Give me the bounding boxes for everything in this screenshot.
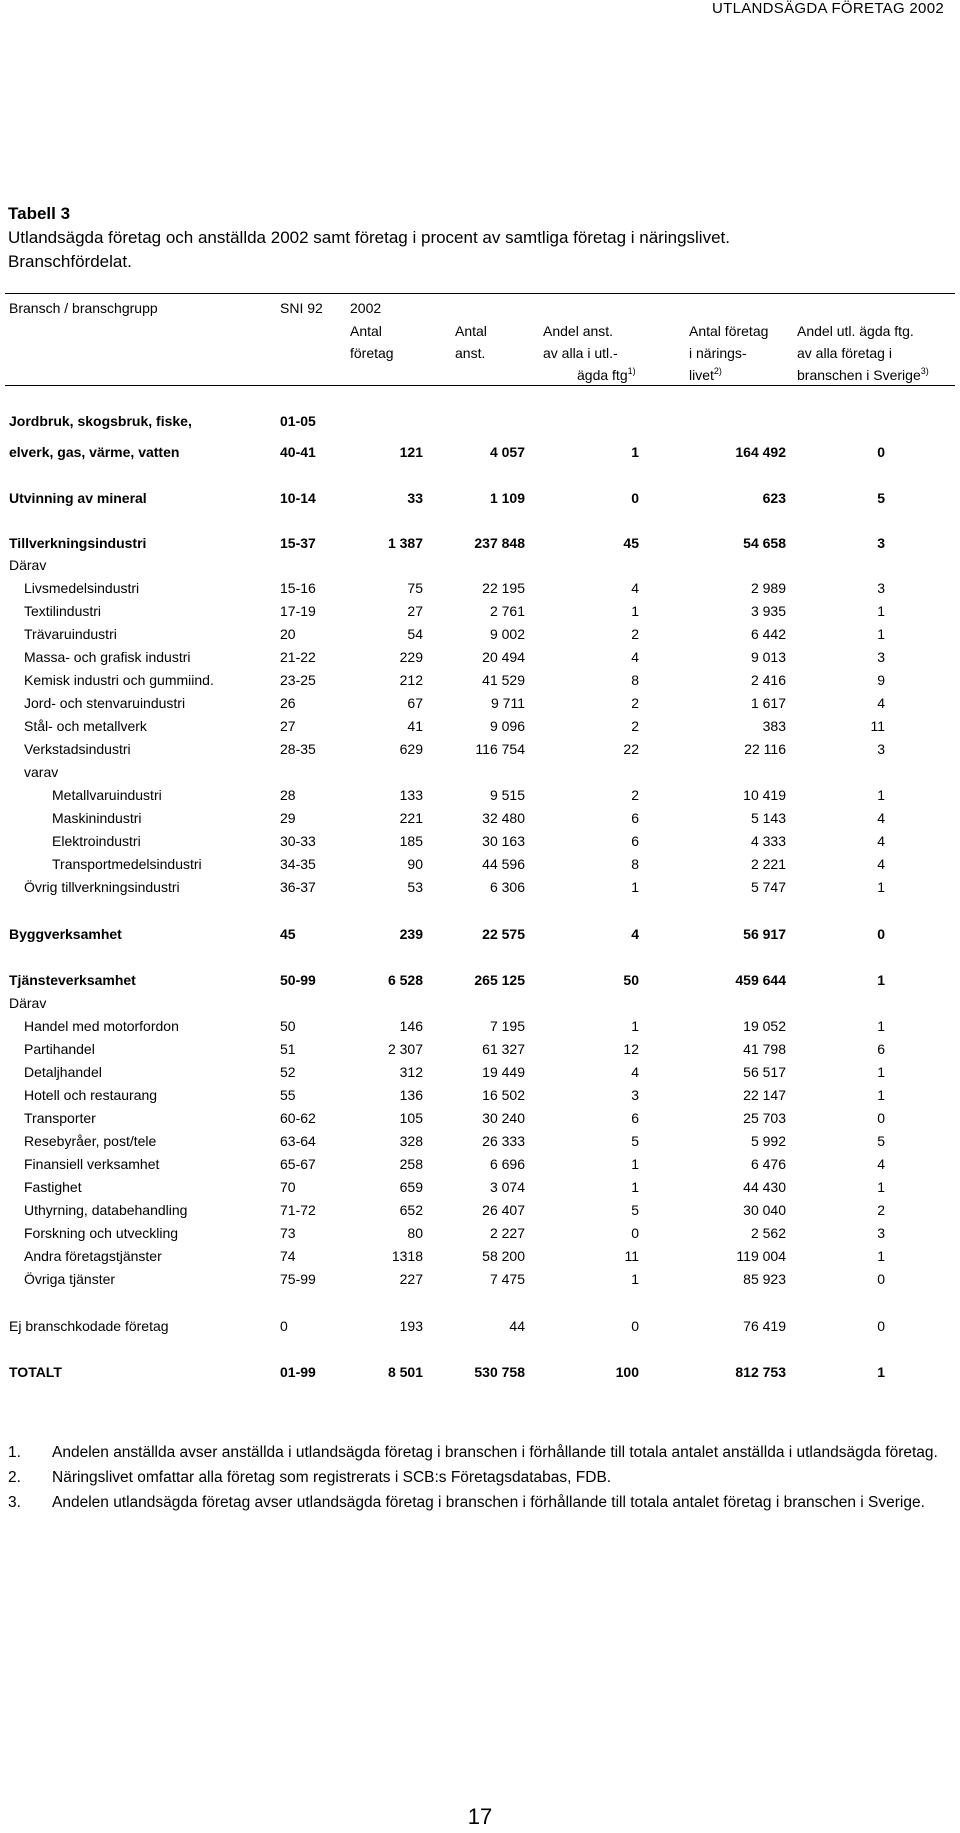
- footnotes: [8, 1442, 953, 1517]
- cell-andel-utl: 4: [877, 833, 885, 849]
- cell-andel-anst: 100: [615, 1364, 639, 1380]
- header-bottom-rule: [5, 385, 955, 386]
- header-andel-anst-3: ägda ftg$^{1)}$: [577, 366, 636, 383]
- cell-bransch: Fastighet: [24, 1179, 82, 1195]
- cell-antal-naringslivet: 623: [762, 490, 786, 506]
- cell-bransch: Transporter: [24, 1110, 96, 1126]
- header-antal-foretag-1: Antal: [350, 323, 382, 339]
- cell-bransch: Övriga tjänster: [24, 1271, 116, 1287]
- cell-andel-anst: 0: [631, 1318, 639, 1334]
- cell-andel-anst: 2: [631, 626, 639, 642]
- cell-andel-utl: 0: [877, 926, 885, 942]
- cell-andel-utl: 1: [877, 603, 885, 619]
- footnote-1: 1. Andelen anställda avser anställda i utlandsägda företag i branschen i förhållande till totala antalet anställda i utlandsägda företag.: [8, 1444, 938, 1461]
- cell-antal-anst: 2 227: [489, 1225, 525, 1241]
- cell-bransch: Ej branschkodade företag: [9, 1318, 169, 1334]
- cell-bransch: Uthyrning, databehandling: [24, 1202, 188, 1218]
- cell-antal-naringslivet: 5 747: [750, 879, 786, 895]
- cell-bransch: Massa- och grafisk industri: [24, 649, 191, 665]
- cell-andel-utl: 1: [877, 1087, 885, 1103]
- cell-antal-anst: 9 711: [491, 695, 525, 711]
- cell-andel-utl: 1: [877, 1018, 885, 1034]
- header-sni: SNI 92: [280, 300, 323, 316]
- cell-bransch: Textilindustri: [24, 603, 102, 619]
- cell-andel-utl: 1: [877, 1364, 885, 1380]
- cell-antal-naringslivet: 54 658: [743, 535, 786, 551]
- header-bransch: Bransch / branschgrupp: [9, 300, 158, 316]
- cell-antal-anst: 41 529: [482, 672, 525, 688]
- cell-antal-foretag: 54: [407, 626, 423, 642]
- cell-andel-anst: 12: [623, 1041, 639, 1057]
- cell-sni: 55: [280, 1087, 296, 1103]
- cell-sni: 63-64: [280, 1133, 316, 1149]
- cell-antal-anst: 237 848: [474, 535, 525, 551]
- footnote-ref-3: 3): [920, 366, 929, 376]
- cell-sni: 45: [280, 926, 296, 942]
- cell-antal-naringslivet: 76 419: [743, 1318, 786, 1334]
- cell-antal-naringslivet: 4 333: [750, 833, 786, 849]
- cell-antal-anst: 19 449: [482, 1064, 525, 1080]
- footnote-ref-1: 1): [627, 366, 636, 376]
- cell-sni: 40-41: [280, 444, 316, 460]
- cell-andel-utl: 1: [877, 626, 885, 642]
- cell-andel-anst: 6: [631, 810, 639, 826]
- cell-andel-anst: 2: [631, 718, 639, 734]
- cell-antal-foretag: 193: [399, 1318, 423, 1334]
- header-antal-nar-3: livet$^{2)}$: [689, 366, 722, 383]
- header-antal-nar-2: i närings-: [689, 345, 747, 361]
- cell-antal-naringslivet: 56 517: [743, 1064, 786, 1080]
- table-caption: [8, 202, 730, 274]
- cell-andel-utl: 0: [877, 1110, 885, 1126]
- cell-antal-naringslivet: 44 430: [743, 1179, 786, 1195]
- cell-antal-naringslivet: 119 004: [736, 1248, 786, 1264]
- cell-sni: 65-67: [280, 1156, 316, 1172]
- cell-andel-utl: 3: [877, 535, 885, 551]
- header-top-rule: [5, 293, 955, 294]
- cell-antal-naringslivet: 5 143: [750, 810, 786, 826]
- cell-bransch: Resebyråer, post/tele: [24, 1133, 157, 1149]
- cell-bransch: Handel med motorfordon: [24, 1018, 179, 1034]
- footnote-2: 2. Näringslivet omfattar alla företag som registrerats i SCB:s Företagsdatabas, FDB.: [8, 1469, 612, 1486]
- cell-sni: 21-22: [280, 649, 316, 665]
- cell-bransch: Forskning och utveckling: [24, 1225, 179, 1241]
- cell-antal-foretag: 75: [407, 580, 423, 596]
- cell-antal-anst: 4 057: [489, 444, 525, 460]
- header-antal-anst-2: anst.: [455, 345, 486, 361]
- cell-antal-naringslivet: 2 989: [750, 580, 786, 596]
- cell-andel-utl: 3: [877, 580, 885, 596]
- cell-antal-naringslivet: 10 419: [743, 787, 786, 803]
- cell-andel-utl: 0: [877, 1318, 885, 1334]
- cell-sni: 29: [280, 810, 296, 826]
- cell-antal-naringslivet: 812 753: [735, 1364, 786, 1380]
- cell-andel-utl: 1: [877, 972, 885, 988]
- cell-antal-naringslivet: 2 416: [750, 672, 786, 688]
- cell-andel-utl: 1: [877, 1248, 885, 1264]
- cell-bransch: Verkstadsindustri: [24, 741, 131, 757]
- cell-antal-anst: 6 306: [489, 879, 525, 895]
- cell-sni: 15-16: [280, 580, 316, 596]
- cell-bransch: Byggverksamhet: [9, 926, 122, 942]
- cell-sni: 60-62: [280, 1110, 316, 1126]
- cell-antal-foretag: 2 307: [387, 1041, 423, 1057]
- cell-andel-anst: 3: [631, 1087, 639, 1103]
- cell-bransch: Stål- och metallverk: [24, 718, 147, 734]
- cell-bransch: Övrig tillverkningsindustri: [24, 879, 180, 895]
- cell-antal-foretag: 227: [399, 1271, 423, 1287]
- cell-andel-anst: 8: [631, 856, 639, 872]
- cell-antal-anst: 116 754: [475, 741, 525, 757]
- cell-sni: 52: [280, 1064, 296, 1080]
- cell-sni: 23-25: [280, 672, 316, 688]
- page-number: 17: [467, 1804, 493, 1829]
- cell-andel-anst: 1: [631, 879, 639, 895]
- cell-andel-anst: 1: [631, 1271, 639, 1287]
- cell-bransch: Finansiell verksamhet: [24, 1156, 160, 1172]
- cell-andel-utl: 1: [877, 1064, 885, 1080]
- cell-bransch: TOTALT: [9, 1364, 62, 1380]
- cell-bransch: Trävaruindustri: [24, 626, 117, 642]
- cell-antal-naringslivet: 9 013: [750, 649, 786, 665]
- cell-antal-foretag: 80: [407, 1225, 423, 1241]
- cell-andel-anst: 1: [631, 1179, 639, 1195]
- cell-antal-anst: 3 074: [489, 1179, 525, 1195]
- cell-antal-anst: 58 200: [482, 1248, 525, 1264]
- cell-bransch: Jordbruk, skogsbruk, fiske,: [9, 413, 192, 429]
- cell-andel-utl: 6: [877, 1041, 885, 1057]
- cell-antal-naringslivet: 3 935: [750, 603, 786, 619]
- cell-bransch: Jord- och stenvaruindustri: [24, 695, 186, 711]
- cell-sni: 28: [280, 787, 296, 803]
- cell-andel-anst: 2: [631, 695, 639, 711]
- cell-antal-naringslivet: 6 476: [750, 1156, 786, 1172]
- cell-sni: 36-37: [280, 879, 316, 895]
- cell-antal-anst: 6 696: [489, 1156, 525, 1172]
- cell-antal-anst: 265 125: [474, 972, 525, 988]
- cell-andel-anst: 0: [631, 490, 639, 506]
- cell-sni: 17-19: [280, 603, 316, 619]
- table-caption-line-2: Branschfördelat.: [8, 252, 132, 271]
- cell-andel-anst: 22: [623, 741, 639, 757]
- cell-antal-anst: 30 163: [482, 833, 525, 849]
- cell-sni: 73: [280, 1225, 296, 1241]
- cell-antal-anst: 1 109: [489, 490, 525, 506]
- cell-antal-naringslivet: 1 617: [750, 695, 786, 711]
- cell-sni: 51: [280, 1041, 296, 1057]
- cell-andel-anst: 6: [631, 1110, 639, 1126]
- cell-antal-foretag: 258: [399, 1156, 423, 1172]
- cell-sni: 27: [280, 718, 296, 734]
- cell-antal-anst: 9 002: [489, 626, 525, 642]
- cell-andel-anst: 1: [631, 1156, 639, 1172]
- header-andel-utl-2: av alla företag i: [797, 345, 892, 361]
- cell-bransch: varav: [24, 764, 59, 780]
- cell-bransch: Elektroindustri: [52, 833, 141, 849]
- cell-sni: 28-35: [280, 741, 316, 757]
- cell-antal-naringslivet: 2 562: [750, 1225, 786, 1241]
- cell-andel-utl: 1: [877, 787, 885, 803]
- cell-antal-foretag: 659: [399, 1179, 423, 1195]
- cell-antal-foretag: 1 387: [387, 535, 423, 551]
- cell-andel-anst: 0: [631, 1225, 639, 1241]
- cell-andel-utl: 5: [877, 1133, 885, 1149]
- cell-antal-foretag: 312: [399, 1064, 423, 1080]
- cell-antal-naringslivet: 56 917: [743, 926, 786, 942]
- cell-sni: 71-72: [280, 1202, 316, 1218]
- cell-andel-utl: 5: [877, 490, 885, 506]
- cell-bransch: Tjänsteverksamhet: [9, 972, 136, 988]
- cell-antal-naringslivet: 6 442: [750, 626, 786, 642]
- cell-andel-anst: 4: [631, 1064, 639, 1080]
- cell-andel-utl: 1: [877, 1179, 885, 1195]
- cell-antal-foretag: 121: [399, 444, 423, 460]
- cell-antal-anst: 9 515: [489, 787, 525, 803]
- cell-bransch: Därav: [9, 995, 47, 1011]
- cell-andel-utl: 3: [877, 741, 885, 757]
- cell-andel-anst: 2: [631, 787, 639, 803]
- table-caption-line-1: Utlandsägda företag och anställda 2002 samt företag i procent av samtliga företag i näringslivet.: [8, 228, 730, 247]
- cell-andel-utl: 9: [877, 672, 885, 688]
- cell-bransch: Partihandel: [24, 1041, 95, 1057]
- header-antal-anst-1: Antal: [455, 323, 487, 339]
- header-andel-utl-1: Andel utl. ägda ftg.: [797, 323, 914, 339]
- cell-antal-naringslivet: 5 992: [750, 1133, 786, 1149]
- cell-bransch: Kemisk industri och gummiind.: [24, 672, 214, 688]
- cell-andel-utl: 0: [877, 444, 885, 460]
- cell-andel-utl: 3: [877, 1225, 885, 1241]
- header-andel-anst-2: av alla i utl.-: [543, 345, 618, 361]
- cell-andel-utl: 4: [877, 856, 885, 872]
- cell-sni: 50-99: [280, 972, 316, 988]
- cell-bransch: Hotell och restaurang: [24, 1087, 158, 1103]
- cell-antal-foretag: 133: [399, 787, 423, 803]
- cell-bransch: Därav: [9, 557, 47, 573]
- cell-sni: 0: [280, 1318, 288, 1334]
- cell-andel-anst: 45: [623, 535, 639, 551]
- cell-antal-anst: 7 475: [489, 1271, 525, 1287]
- cell-antal-naringslivet: 19 052: [743, 1018, 786, 1034]
- cell-antal-foretag: 328: [399, 1133, 423, 1149]
- cell-bransch: Tillverkningsindustri: [9, 535, 147, 551]
- cell-andel-utl: 3: [877, 649, 885, 665]
- header-andel-anst-1: Andel anst.: [543, 323, 614, 339]
- cell-andel-anst: 5: [631, 1202, 639, 1218]
- cell-sni: 10-14: [280, 490, 316, 506]
- cell-antal-naringslivet: 22 147: [743, 1087, 786, 1103]
- cell-antal-naringslivet: 459 644: [735, 972, 786, 988]
- cell-antal-naringslivet: 22 116: [744, 741, 786, 757]
- cell-antal-anst: 26 407: [482, 1202, 525, 1218]
- cell-bransch: Transportmedelsindustri: [52, 856, 202, 872]
- cell-andel-anst: 5: [631, 1133, 639, 1149]
- cell-sni: 34-35: [280, 856, 316, 872]
- cell-andel-utl: 4: [877, 695, 885, 711]
- cell-antal-anst: 44 596: [482, 856, 525, 872]
- cell-antal-foretag: 652: [399, 1202, 423, 1218]
- cell-bransch: elverk, gas, värme, vatten: [9, 444, 180, 460]
- cell-andel-utl: 11: [870, 718, 885, 734]
- cell-bransch: Metallvaruindustri: [52, 787, 162, 803]
- cell-antal-anst: 9 096: [489, 718, 525, 734]
- cell-sni: 20: [280, 626, 296, 642]
- cell-sni: 75-99: [280, 1271, 316, 1287]
- cell-andel-anst: 4: [631, 580, 639, 596]
- cell-antal-foretag: 67: [407, 695, 423, 711]
- cell-antal-anst: 7 195: [489, 1018, 525, 1034]
- cell-andel-anst: 1: [631, 1018, 639, 1034]
- cell-antal-naringslivet: 85 923: [743, 1271, 786, 1287]
- cell-antal-foretag: 53: [407, 879, 423, 895]
- cell-sni: 26: [280, 695, 296, 711]
- cell-antal-naringslivet: 2 221: [750, 856, 786, 872]
- cell-sni: 15-37: [280, 535, 316, 551]
- cell-bransch: Utvinning av mineral: [9, 490, 147, 506]
- cell-andel-anst: 4: [631, 926, 639, 942]
- table-label: Tabell 3: [8, 204, 71, 223]
- cell-antal-foretag: 90: [407, 856, 423, 872]
- cell-andel-anst: 1: [631, 444, 639, 460]
- cell-antal-anst: 22 195: [482, 580, 525, 596]
- cell-antal-foretag: 8 501: [387, 1364, 423, 1380]
- cell-andel-anst: 1: [631, 603, 639, 619]
- cell-antal-foretag: 1318: [391, 1248, 423, 1264]
- footnote-ref-2: 2): [713, 366, 722, 376]
- cell-antal-foretag: 212: [399, 672, 423, 688]
- cell-andel-utl: 0: [877, 1271, 885, 1287]
- cell-antal-foretag: 629: [399, 741, 423, 757]
- cell-andel-anst: 4: [631, 649, 639, 665]
- cell-sni: 50: [280, 1018, 296, 1034]
- header-antal-nar-1: Antal företag: [689, 323, 769, 339]
- cell-bransch: Detaljhandel: [24, 1064, 102, 1080]
- cell-antal-foretag: 185: [399, 833, 423, 849]
- cell-antal-anst: 2 761: [489, 603, 525, 619]
- cell-andel-utl: 1: [877, 879, 885, 895]
- cell-antal-anst: 26 333: [482, 1133, 525, 1149]
- cell-antal-naringslivet: 41 798: [743, 1041, 786, 1057]
- cell-antal-foretag: 239: [399, 926, 423, 942]
- cell-antal-foretag: 146: [399, 1018, 423, 1034]
- cell-antal-anst: 20 494: [482, 649, 525, 665]
- header-antal-foretag-2: företag: [350, 345, 394, 361]
- running-header: UTLANDSÄGDA FÖRETAG 2002: [712, 0, 944, 17]
- cell-antal-foretag: 221: [399, 810, 423, 826]
- cell-antal-foretag: 6 528: [387, 972, 423, 988]
- cell-antal-anst: 30 240: [482, 1110, 525, 1126]
- cell-sni: 70: [280, 1179, 296, 1195]
- cell-antal-naringslivet: 383: [762, 718, 786, 734]
- cell-andel-anst: 50: [623, 972, 639, 988]
- header-year: 2002: [350, 300, 382, 316]
- cell-bransch: Maskinindustri: [52, 810, 142, 826]
- cell-sni: 30-33: [280, 833, 316, 849]
- cell-antal-foretag: 27: [407, 603, 423, 619]
- cell-antal-foretag: 41: [407, 718, 423, 734]
- cell-sni: 01-99: [280, 1364, 316, 1380]
- cell-antal-naringslivet: 25 703: [743, 1110, 786, 1126]
- cell-bransch: Livsmedelsindustri: [24, 580, 140, 596]
- cell-antal-anst: 61 327: [482, 1041, 525, 1057]
- cell-andel-anst: 11: [624, 1248, 639, 1264]
- cell-antal-anst: 44: [509, 1318, 525, 1334]
- header-andel-utl-3: branschen i Sverige$^{3)}$: [797, 366, 929, 383]
- cell-antal-anst: 16 502: [482, 1087, 525, 1103]
- cell-andel-utl: 2: [877, 1202, 885, 1218]
- cell-andel-utl: 4: [877, 1156, 885, 1172]
- cell-antal-anst: 530 758: [474, 1364, 525, 1380]
- cell-sni: 01-05: [280, 413, 316, 429]
- cell-antal-foretag: 136: [399, 1087, 423, 1103]
- cell-andel-anst: 6: [631, 833, 639, 849]
- cell-antal-naringslivet: 30 040: [743, 1202, 786, 1218]
- footnote-3: 3. Andelen utlandsägda företag avser utlandsägda företag i branschen i förhållande till totala antalet företag i branschen i Sverige.: [8, 1494, 925, 1511]
- cell-antal-foretag: 229: [399, 649, 423, 665]
- cell-sni: 74: [280, 1248, 296, 1264]
- cell-antal-foretag: 33: [407, 490, 423, 506]
- cell-andel-anst: 8: [631, 672, 639, 688]
- cell-antal-naringslivet: 164 492: [735, 444, 786, 460]
- cell-andel-utl: 4: [877, 810, 885, 826]
- cell-bransch: Andra företagstjänster: [24, 1248, 162, 1264]
- cell-antal-anst: 22 575: [482, 926, 525, 942]
- cell-antal-anst: 32 480: [482, 810, 525, 826]
- cell-antal-foretag: 105: [399, 1110, 423, 1126]
